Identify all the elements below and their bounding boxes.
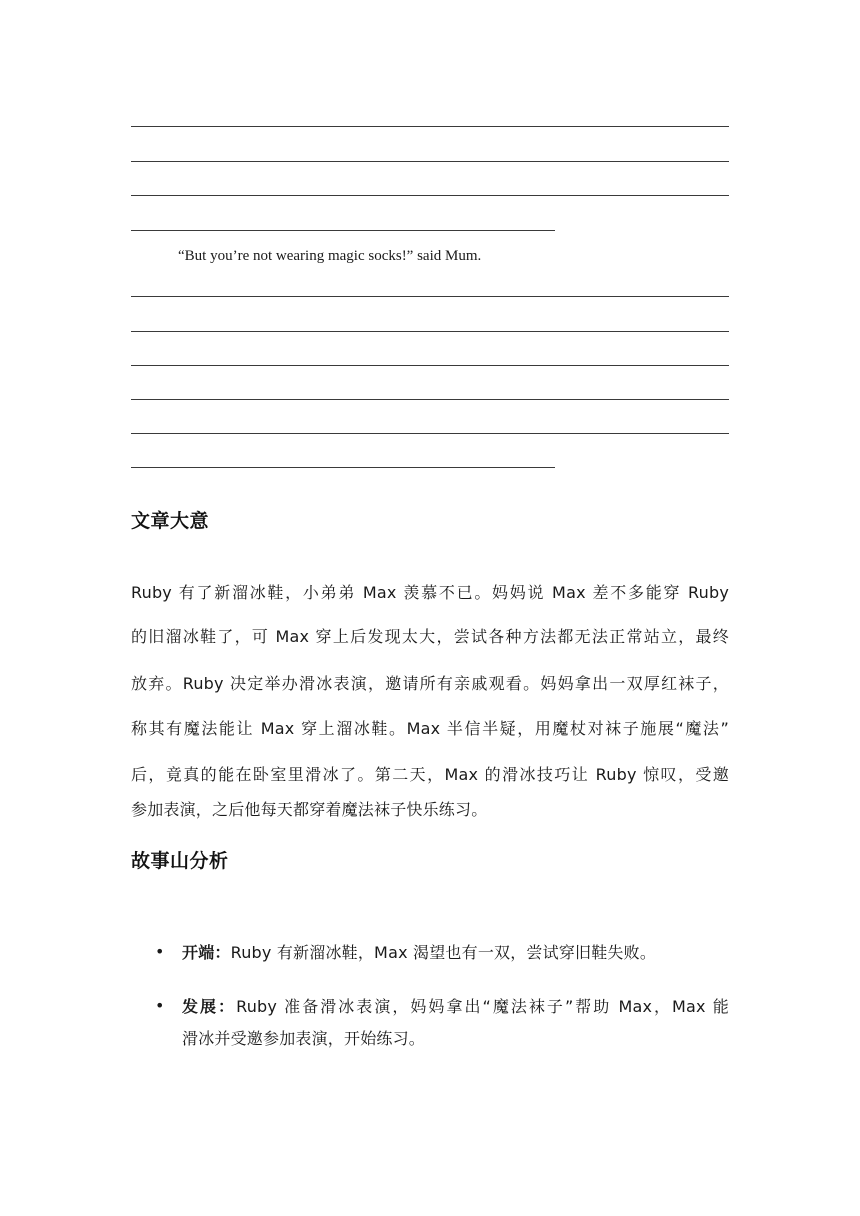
bullet-line <box>182 940 729 963</box>
writing-line <box>131 433 729 434</box>
writing-line <box>131 161 729 162</box>
summary-line: 放弃。Ruby 决定举办滑冰表演，邀请所有亲戚观看。妈妈拿出一双厚红袜子， <box>131 674 729 693</box>
section-heading-summary: 文章大意 <box>131 510 210 532</box>
writing-line <box>131 126 729 127</box>
section-heading-analysis: 故事山分析 <box>131 850 229 872</box>
writing-line <box>131 365 729 366</box>
writing-line <box>131 230 555 231</box>
bullet-dot: • <box>155 942 165 961</box>
paragraph-prompt: “But you’re not wearing magic socks!” said Mum. <box>178 248 482 264</box>
summary-line: 的旧溜冰鞋了，可 Max 穿上后发现太大，尝试各种方法都无法正常站立，最终 <box>131 627 729 646</box>
bullet-text: Ruby 准备滑冰表演，妈妈拿出“魔法袜子”帮助 Max，Max 能 <box>236 997 729 1016</box>
bullet-line: 滑冰并受邀参加表演，开始练习。 <box>182 1029 426 1048</box>
writing-line <box>131 399 729 400</box>
writing-line <box>131 467 555 468</box>
writing-line <box>131 195 729 196</box>
writing-line <box>131 296 729 297</box>
summary-line: 参加表演，之后他每天都穿着魔法袜子快乐练习。 <box>131 800 488 819</box>
summary-line: 称其有魔法能让 Max 穿上溜冰鞋。Max 半信半疑，用魔杖对袜子施展“魔法” <box>131 719 729 738</box>
bullet-label: 发展： <box>182 997 237 1016</box>
bullet-line <box>182 994 729 1017</box>
summary-line: Ruby 有了新溜冰鞋，小弟弟 Max 羡慕不已。妈妈说 Max 差不多能穿 Ruby <box>131 583 729 602</box>
bullet-label: 开端： <box>182 943 231 962</box>
bullet-text: Ruby 有新溜冰鞋，Max 渴望也有一双，尝试穿旧鞋失败。 <box>230 943 657 962</box>
bullet-dot: • <box>155 996 165 1015</box>
summary-line: 后，竟真的能在卧室里滑冰了。第二天，Max 的滑冰技巧让 Ruby 惊叹，受邀 <box>131 765 729 784</box>
writing-line <box>131 331 729 332</box>
